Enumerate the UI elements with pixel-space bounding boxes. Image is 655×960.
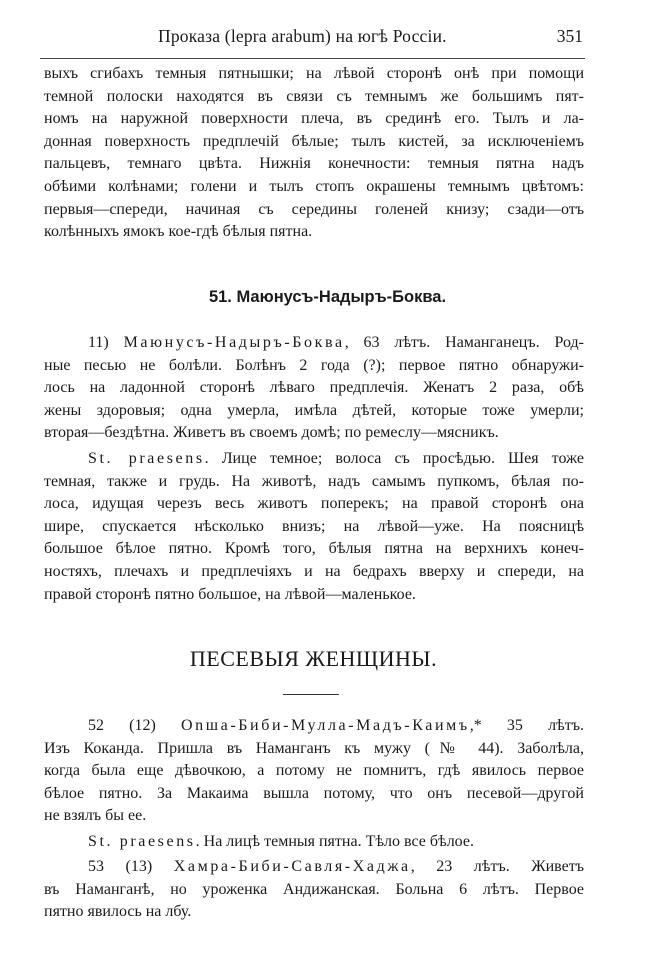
- text-line: колѣнныхъ ямокъ кое-гдѣ бѣлыя пятна.: [44, 223, 313, 241]
- text-line: когда была еще дѣвочкою, а потому не помнитъ, гдѣ явилось первое: [44, 762, 584, 780]
- case-number: 52 (12): [88, 717, 181, 734]
- text-line: лось на ладонной сторонѣ лѣваго предплечія. Женатъ 2 раза, обѣ: [44, 379, 584, 397]
- text-line: номъ на наружной поверхности плеча, въ срединѣ его. Тылъ и ла-: [44, 110, 584, 128]
- paragraph-case-52: [44, 715, 584, 828]
- text-line: Изъ Коканда. Пришла въ Наманганъ къ мужу (№ 44). Заболѣла,: [44, 739, 584, 757]
- case-number: 53 (13): [88, 858, 174, 875]
- text-line: обѣими колѣнами; голени и тылъ стопъ окрашены темнымъ цвѣтомъ:: [44, 177, 584, 195]
- text-line: темной полоски находятся въ связи съ темнымъ же большимъ пят-: [44, 87, 584, 105]
- status-label: St. praesens: [88, 833, 196, 850]
- text-line: жены здоровыя; одна умерла, имѣла дѣтей, которые тоже умерли;: [44, 401, 584, 419]
- text-line: лоса, идущая черезъ весь животъ поперекъ; на правой сторонѣ она: [44, 495, 584, 513]
- paragraph-status-praesens: [44, 448, 584, 606]
- header-rule: [40, 58, 585, 59]
- text-line: ные песью не болѣли. Болѣнъ 2 года (?); первое пятно обнаружи-: [44, 356, 584, 374]
- text-line: донная поверхность предплечій бѣлые; тылъ кистей, за исключеніемъ: [44, 132, 584, 150]
- text-line: первыя—спереди, начиная съ середины голеней книзу; сзади—отъ: [44, 200, 584, 218]
- text-fragment: , 23 лѣтъ. Живетъ: [410, 858, 584, 875]
- text-line: шире, спускается нѣсколько внизъ; на лѣвой—уже. На поясницѣ: [44, 517, 584, 535]
- patient-name: Оnша-Биби-Мулла-Мадъ-Каимъ: [180, 717, 470, 734]
- text-fragment: . На лицѣ темныя пятна. Тѣло все бѣлое.: [195, 833, 474, 850]
- chapter-rule: [283, 694, 339, 695]
- patient-name: Маюнусъ-Надыръ-Боква: [123, 334, 345, 351]
- text-line: темная, также и грудь. На животѣ, надъ самымъ пупкомъ, бѣлая по-: [44, 472, 584, 490]
- text-line: [44, 448, 584, 471]
- text-fragment: . Лице темное; волоса съ просѣдью. Шея тоже: [204, 450, 584, 467]
- text-line: выхъ сгибахъ темныя пятнышки; на лѣвой сторонѣ онѣ при помощи: [44, 65, 584, 82]
- paragraph-case-11: [44, 332, 584, 445]
- text-line: большое бѣлое пятно. Кромѣ того, бѣлыя пятна на верхнихъ конеч-: [44, 540, 584, 558]
- text-line: въ Наманганѣ, но уроженка Андижанская. Больна 6 лѣтъ. Первое: [44, 880, 584, 898]
- paragraph-continued: [44, 63, 584, 244]
- paragraph-case-53: [44, 856, 584, 924]
- text-line: правой сторонѣ пятно большое, на лѣвой—маленькое.: [44, 585, 416, 603]
- page-number: 351: [556, 26, 583, 46]
- section-heading: 51. Маюнусъ-Надыръ-Боква.: [208, 288, 447, 306]
- text-line: вторая—бездѣтна. Живетъ въ своемъ домѣ; по ремеслу—мясникъ.: [44, 424, 499, 442]
- paragraph-status-praesens: [44, 831, 584, 854]
- running-head: [40, 26, 583, 50]
- text-line: не взялъ бы ее.: [44, 807, 147, 825]
- chapter-heading: ПЕСЕВЫЯ ЖЕНЩИНЫ.: [189, 646, 438, 671]
- text-line: [44, 856, 584, 879]
- text-line: пятно явилось на лбу.: [44, 903, 192, 921]
- patient-name: Хамра-Биби-Савля-Хаджа: [173, 858, 411, 875]
- text-fragment: ,* 35 лѣтъ.: [469, 717, 584, 734]
- text-fragment: , 63 лѣтъ. Наманганецъ. Род-: [344, 334, 584, 351]
- text-line: пальцевъ, темнаго цвѣта. Нижнія конечности: темныя пятна надъ: [44, 155, 584, 173]
- text-line: бѣлое пятно. За Макаима вышла потому, что онъ песевой—другой: [44, 784, 584, 802]
- text-line: [44, 332, 584, 355]
- case-number: 11): [88, 334, 124, 351]
- text-line: [44, 831, 584, 854]
- status-label: St. praesens: [88, 450, 205, 467]
- running-title: Проказа (lepra arabum) на югѣ Россіи.: [158, 26, 447, 46]
- text-line: [44, 715, 584, 738]
- text-line: ностяхъ, плечахъ и предплечіяхъ и на бедрахъ вверху и спереди, на: [44, 562, 584, 580]
